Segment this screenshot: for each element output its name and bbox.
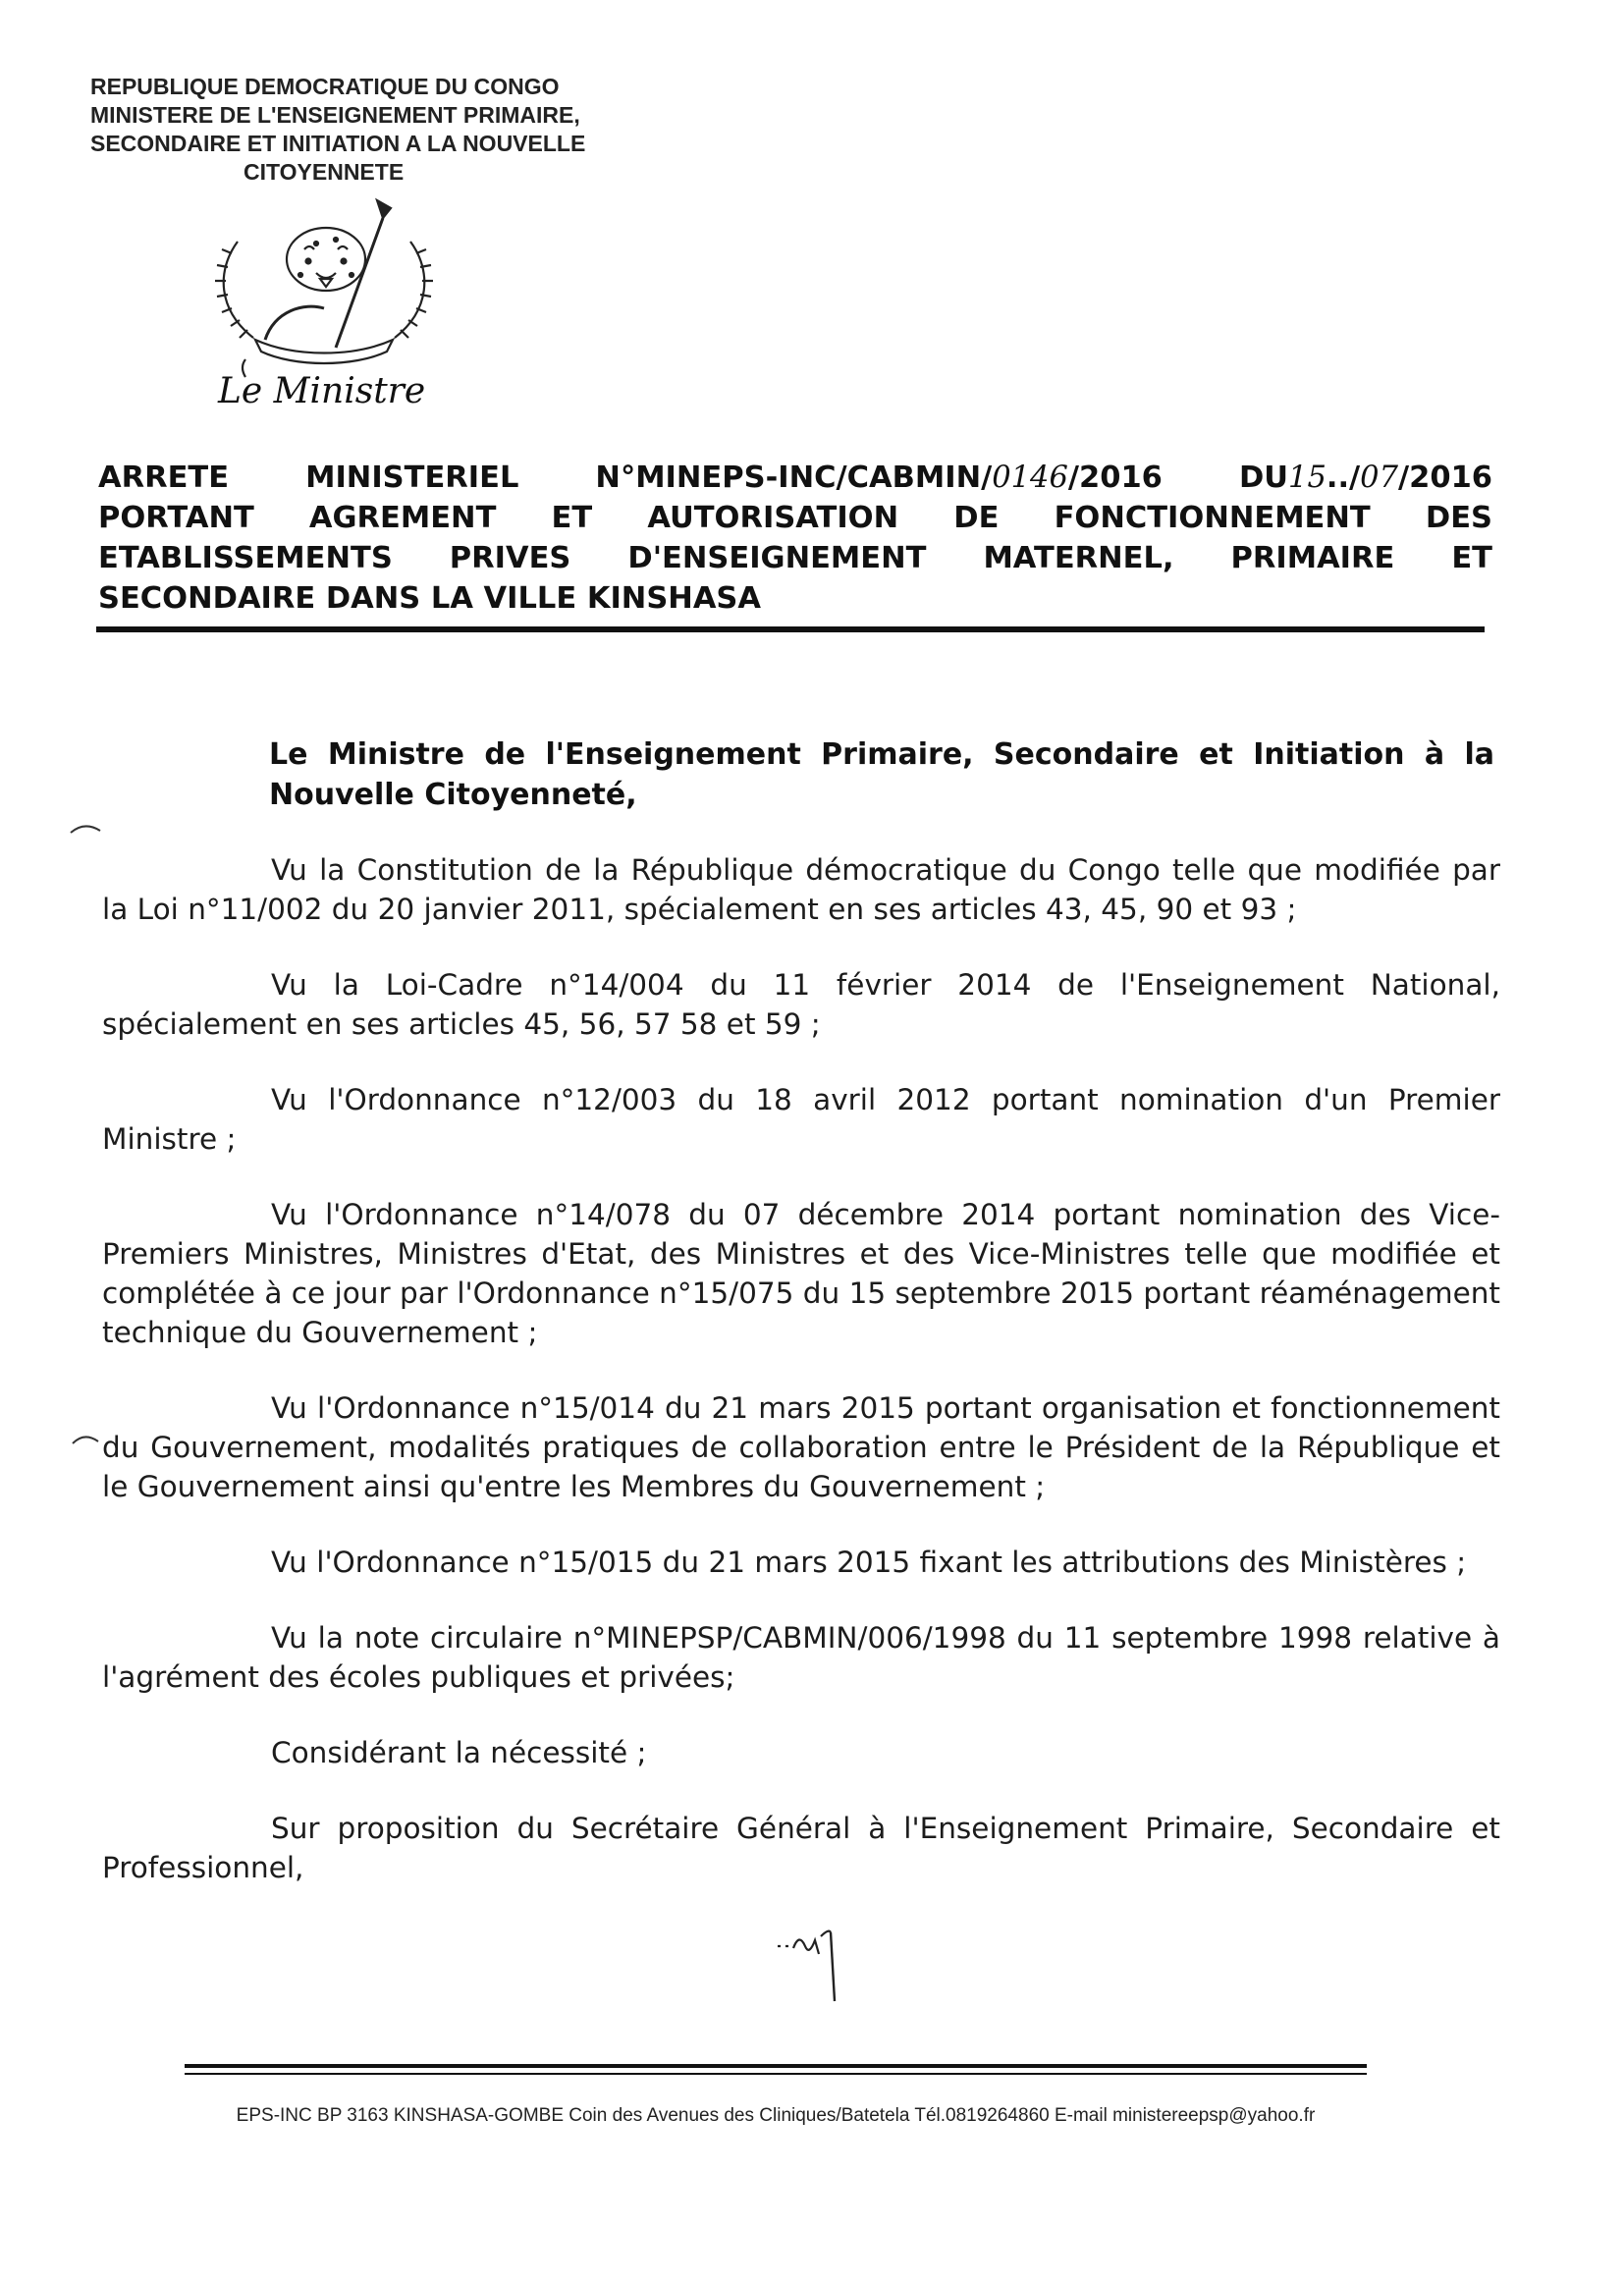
decree-year-du: /2016 DU bbox=[1067, 461, 1289, 495]
paragraph-proposition: Sur proposition du Secrétaire Général à l'Enseignement Primaire, Secondaire et Professionnel, bbox=[102, 1812, 1500, 1884]
title-divider bbox=[96, 626, 1485, 632]
paragraph-ordonnance-attributions: Vu l'Ordonnance n°15/015 du 21 mars 2015 fixant les attributions des Ministères ; bbox=[271, 1546, 1467, 1579]
decree-number-line bbox=[98, 458, 1492, 498]
paragraph-ordonnance-organisation: Vu l'Ordonnance n°15/014 du 21 mars 2015 portant organisation et fonctionnement du Gouvernement, modalités pratiques de collaboration entre le Président de la République et le Gouvernement ainsi qu'entre les Membres du Gouvernement ; bbox=[102, 1391, 1500, 1503]
paragraph-loi-cadre: Vu la Loi-Cadre n°14/004 du 11 février 2014 de l'Enseignement National, spécialement en ses articles 45, 56, 57 58 et 59 ; bbox=[102, 968, 1500, 1041]
decree-title-line-3: ETABLISSEMENTS PRIVES D'ENSEIGNEMENT MATERNEL, PRIMAIRE ET bbox=[98, 541, 1492, 575]
decree-number-prefix: ARRETE MINISTERIEL N°MINEPS-INC/CABMIN/ bbox=[98, 461, 993, 495]
decree-year-end: /2016 bbox=[1397, 461, 1493, 495]
letterhead-country: REPUBLIQUE DEMOCRATIQUE DU CONGO bbox=[90, 74, 560, 99]
date-separator: ../ bbox=[1326, 461, 1361, 495]
minister-signature-text: Le Ministre bbox=[218, 371, 426, 411]
letterhead-ministry: MINISTERE DE L'ENSEIGNEMENT PRIMAIRE, bbox=[90, 102, 580, 128]
handwritten-month: 07 bbox=[1360, 461, 1398, 495]
paragraph-ordonnance-gouvernement: Vu l'Ordonnance n°14/078 du 07 décembre 2014 portant nomination des Vice-Premiers Ministres, Ministres d'Etat, des Ministres et des Vice-Ministres telle que modifiée et complétée à ce jour par l'Ordonnance n°15/075 du 15 septembre 2015 portant réaménagement technique du Gouvernement ; bbox=[102, 1198, 1500, 1349]
decree-title-line-4: SECONDAIRE DANS LA VILLE KINSHASA bbox=[98, 581, 761, 616]
decree-title-line-2: PORTANT AGREMENT ET AUTORISATION DE FONCTIONNEMENT DES bbox=[98, 501, 1492, 535]
coat-of-arms-icon bbox=[206, 192, 442, 379]
handwritten-decree-number: 0146 bbox=[992, 461, 1068, 495]
letterhead-citoyennete: CITOYENNETE bbox=[244, 159, 405, 185]
handwritten-initials-icon bbox=[774, 1915, 862, 2003]
paragraph-ordonnance-premier-ministre: Vu l'Ordonnance n°12/003 du 18 avril 2012 portant nomination d'un Premier Ministre ; bbox=[102, 1083, 1500, 1156]
document-body bbox=[102, 850, 1500, 1924]
scan-mark-icon bbox=[69, 821, 102, 837]
footer-divider bbox=[185, 2064, 1367, 2068]
paragraph-constitution: Vu la Constitution de la République démocratique du Congo telle que modifiée par la Loi n°11/002 du 20 janvier 2011, spécialement en ses articles 43, 45, 90 et 93 ; bbox=[102, 853, 1500, 926]
scan-mark-icon bbox=[71, 1432, 100, 1447]
handwritten-day: 15 bbox=[1288, 461, 1326, 495]
addressee: Le Ministre de l'Enseignement Primaire, Secondaire et Initiation à la Nouvelle Citoyenneté, bbox=[269, 737, 1494, 812]
decree-title bbox=[98, 458, 1492, 619]
letterhead-ministry-cont: SECONDAIRE ET INITIATION A LA NOUVELLE bbox=[90, 131, 586, 156]
paragraph-considerant: Considérant la nécessité ; bbox=[271, 1736, 647, 1769]
footer-divider-thin bbox=[185, 2073, 1367, 2075]
paragraph-note-circulaire: Vu la note circulaire n°MINEPSP/CABMIN/006/1998 du 11 septembre 1998 relative à l'agrément des écoles publiques et privées; bbox=[102, 1621, 1500, 1694]
letterhead bbox=[90, 73, 670, 187]
footer-address: EPS-INC BP 3163 KINSHASA-GOMBE Coin des Avenues des Cliniques/Batetela Tél.0819264860 E-mail ministereepsp@yahoo.fr bbox=[236, 2105, 1316, 2126]
